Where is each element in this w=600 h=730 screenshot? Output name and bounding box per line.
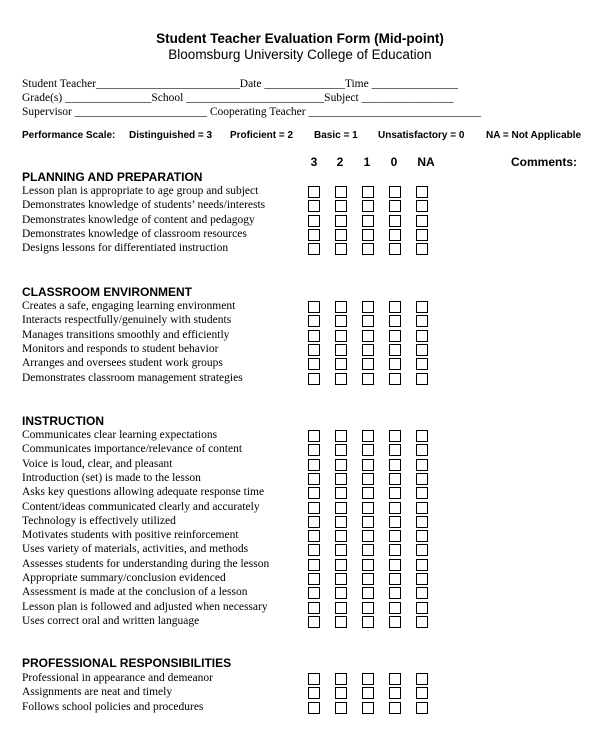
criterion-label: Designs lessons for differentiated instruction bbox=[22, 242, 229, 255]
rating-checkbox-3[interactable] bbox=[308, 602, 320, 614]
rating-checkbox-2[interactable] bbox=[335, 502, 347, 514]
rating-checkbox-0[interactable] bbox=[389, 444, 401, 456]
criterion-label: Demonstrates knowledge of content and pedagogy bbox=[22, 213, 255, 226]
rating-checkbox-0[interactable] bbox=[389, 544, 401, 556]
rating-checkbox-na[interactable] bbox=[416, 602, 428, 614]
rating-checkbox-3[interactable] bbox=[308, 459, 320, 471]
rating-checkbox-2[interactable] bbox=[335, 544, 347, 556]
rating-checkbox-2[interactable] bbox=[335, 301, 347, 313]
form-title: Student Teacher Evaluation Form (Mid-point) bbox=[156, 31, 444, 46]
rating-checkbox-0[interactable] bbox=[389, 315, 401, 327]
rating-checkbox-2[interactable] bbox=[335, 373, 347, 385]
criterion-label: Interacts respectfully/genuinely with students bbox=[22, 314, 232, 327]
criterion-label: Communicates clear learning expectations bbox=[22, 429, 218, 441]
rating-checkbox-2[interactable] bbox=[335, 673, 347, 685]
rating-checkbox-1[interactable] bbox=[362, 459, 374, 471]
rating-checkbox-na[interactable] bbox=[416, 616, 428, 628]
rating-checkbox-na[interactable] bbox=[416, 473, 428, 485]
rating-checkbox-2[interactable] bbox=[335, 487, 347, 499]
rating-checkbox-na[interactable] bbox=[416, 344, 428, 356]
rating-checkbox-0[interactable] bbox=[389, 344, 401, 356]
rating-checkbox-na[interactable] bbox=[416, 315, 428, 327]
rating-checkbox-na[interactable] bbox=[416, 459, 428, 471]
section-heading: PLANNING AND PREPARATION bbox=[22, 170, 203, 184]
rating-checkbox-0[interactable] bbox=[389, 559, 401, 571]
rating-checkbox-2[interactable] bbox=[335, 444, 347, 456]
criterion-label: Uses correct oral and written language bbox=[22, 614, 200, 627]
rating-checkbox-1[interactable] bbox=[362, 616, 374, 628]
criterion-label: Introduction (set) is made to the lesson bbox=[22, 471, 201, 484]
rating-checkbox-3[interactable] bbox=[308, 687, 320, 699]
rating-checkbox-0[interactable] bbox=[389, 200, 401, 212]
criterion-label: Voice is loud, clear, and pleasant bbox=[22, 457, 173, 470]
rating-checkbox-0[interactable] bbox=[389, 573, 401, 585]
rating-checkbox-na[interactable] bbox=[416, 358, 428, 370]
rating-checkbox-2[interactable] bbox=[335, 243, 347, 255]
rating-checkbox-na[interactable] bbox=[416, 559, 428, 571]
criterion-label: Technology is effectively utilized bbox=[22, 514, 176, 527]
rating-checkbox-na[interactable] bbox=[416, 301, 428, 313]
rating-checkbox-na[interactable] bbox=[416, 673, 428, 685]
criterion-label: Asks key questions allowing adequate response time bbox=[22, 486, 265, 499]
rating-checkbox-0[interactable] bbox=[389, 516, 401, 528]
criterion-label: Creates a safe, engaging learning environment bbox=[22, 300, 236, 312]
rating-checkbox-1[interactable] bbox=[362, 229, 374, 241]
rating-checkbox-2[interactable] bbox=[335, 315, 347, 327]
rating-checkbox-1[interactable] bbox=[362, 487, 374, 499]
rating-checkbox-0[interactable] bbox=[389, 301, 401, 313]
rating-checkbox-2[interactable] bbox=[335, 530, 347, 542]
rating-checkbox-1[interactable] bbox=[362, 559, 374, 571]
rating-checkbox-na[interactable] bbox=[416, 215, 428, 227]
scale-distinguished: Distinguished = 3 bbox=[129, 130, 213, 141]
rating-checkbox-1[interactable] bbox=[362, 200, 374, 212]
rating-checkbox-2[interactable] bbox=[335, 344, 347, 356]
criterion-label: Professional in appearance and demeanor bbox=[22, 672, 213, 684]
column-header-2: 2 bbox=[336, 155, 344, 169]
criterion-label: Lesson plan is followed and adjusted when necessary bbox=[22, 600, 268, 613]
rating-checkbox-1[interactable] bbox=[362, 687, 374, 699]
rating-checkbox-3[interactable] bbox=[308, 315, 320, 327]
supervisor-cooperating-teacher-line[interactable]: Supervisor _______________________ Cooperating Teacher ______________________________ bbox=[22, 106, 481, 118]
rating-checkbox-3[interactable] bbox=[308, 301, 320, 313]
rating-checkbox-0[interactable] bbox=[389, 616, 401, 628]
rating-checkbox-1[interactable] bbox=[362, 186, 374, 198]
rating-checkbox-2[interactable] bbox=[335, 587, 347, 599]
criterion-label: Arranges and oversees student work groups bbox=[22, 357, 223, 370]
rating-checkbox-1[interactable] bbox=[362, 330, 374, 342]
rating-checkbox-2[interactable] bbox=[335, 602, 347, 614]
rating-checkbox-0[interactable] bbox=[389, 459, 401, 471]
rating-checkbox-na[interactable] bbox=[416, 229, 428, 241]
rating-checkbox-1[interactable] bbox=[362, 530, 374, 542]
rating-checkbox-3[interactable] bbox=[308, 502, 320, 514]
criterion-label: Demonstrates knowledge of classroom resources bbox=[22, 227, 247, 240]
rating-checkbox-1[interactable] bbox=[362, 344, 374, 356]
rating-checkbox-3[interactable] bbox=[308, 616, 320, 628]
rating-checkbox-0[interactable] bbox=[389, 330, 401, 342]
rating-checkbox-na[interactable] bbox=[416, 687, 428, 699]
rating-checkbox-2[interactable] bbox=[335, 459, 347, 471]
rating-checkbox-na[interactable] bbox=[416, 487, 428, 499]
rating-checkbox-1[interactable] bbox=[362, 516, 374, 528]
rating-checkbox-2[interactable] bbox=[335, 430, 347, 442]
rating-checkbox-na[interactable] bbox=[416, 444, 428, 456]
rating-checkbox-na[interactable] bbox=[416, 330, 428, 342]
scale-not-applicable: NA = Not Applicable bbox=[486, 130, 582, 141]
comments-label: Comments: bbox=[511, 155, 578, 169]
rating-checkbox-na[interactable] bbox=[416, 430, 428, 442]
criterion-label: Communicates importance/relevance of content bbox=[22, 443, 243, 456]
rating-checkbox-3[interactable] bbox=[308, 544, 320, 556]
rating-checkbox-1[interactable] bbox=[362, 358, 374, 370]
rating-checkbox-na[interactable] bbox=[416, 516, 428, 528]
rating-checkbox-0[interactable] bbox=[389, 702, 401, 714]
student-teacher-date-time-line[interactable]: Student Teacher_________________________Date ______________Time _______________ bbox=[22, 78, 458, 90]
rating-checkbox-3[interactable] bbox=[308, 330, 320, 342]
rating-checkbox-2[interactable] bbox=[335, 702, 347, 714]
rating-checkbox-1[interactable] bbox=[362, 702, 374, 714]
criterion-label: Assignments are neat and timely bbox=[22, 686, 173, 699]
scale-proficient: Proficient = 2 bbox=[230, 130, 294, 141]
rating-checkbox-2[interactable] bbox=[335, 473, 347, 485]
section-heading: CLASSROOM ENVIRONMENT bbox=[22, 285, 193, 299]
rating-checkbox-3[interactable] bbox=[308, 229, 320, 241]
rating-checkbox-3[interactable] bbox=[308, 516, 320, 528]
rating-checkbox-0[interactable] bbox=[389, 587, 401, 599]
rating-checkbox-1[interactable] bbox=[362, 444, 374, 456]
rating-checkbox-1[interactable] bbox=[362, 373, 374, 385]
rating-checkbox-3[interactable] bbox=[308, 587, 320, 599]
criterion-label: Assessment is made at the conclusion of a lesson bbox=[22, 586, 248, 599]
grade-school-subject-line[interactable]: Grade(s) _______________School ________________________Subject ________________ bbox=[22, 92, 454, 104]
form-subtitle: Bloomsburg University College of Education bbox=[168, 47, 432, 62]
rating-checkbox-0[interactable] bbox=[389, 487, 401, 499]
rating-checkbox-3[interactable] bbox=[308, 186, 320, 198]
rating-checkbox-1[interactable] bbox=[362, 215, 374, 227]
rating-checkbox-3[interactable] bbox=[308, 473, 320, 485]
criterion-label: Appropriate summary/conclusion evidenced bbox=[22, 572, 226, 584]
rating-checkbox-0[interactable] bbox=[389, 473, 401, 485]
rating-checkbox-0[interactable] bbox=[389, 530, 401, 542]
rating-checkbox-3[interactable] bbox=[308, 487, 320, 499]
rating-checkbox-1[interactable] bbox=[362, 315, 374, 327]
rating-checkbox-0[interactable] bbox=[389, 373, 401, 385]
scale-unsatisfactory: Unsatisfactory = 0 bbox=[378, 130, 465, 141]
rating-checkbox-2[interactable] bbox=[335, 229, 347, 241]
rating-checkbox-0[interactable] bbox=[389, 243, 401, 255]
rating-checkbox-na[interactable] bbox=[416, 243, 428, 255]
rating-checkbox-3[interactable] bbox=[308, 673, 320, 685]
rating-checkbox-na[interactable] bbox=[416, 544, 428, 556]
criterion-label: Monitors and responds to student behavior bbox=[22, 342, 219, 355]
criterion-label: Uses variety of materials, activities, and methods bbox=[22, 543, 249, 556]
rating-checkbox-3[interactable] bbox=[308, 243, 320, 255]
criterion-label: Follows school policies and procedures bbox=[22, 700, 204, 713]
rating-checkbox-na[interactable] bbox=[416, 186, 428, 198]
rating-checkbox-3[interactable] bbox=[308, 373, 320, 385]
rating-checkbox-3[interactable] bbox=[308, 530, 320, 542]
rating-checkbox-1[interactable] bbox=[362, 673, 374, 685]
rating-checkbox-1[interactable] bbox=[362, 602, 374, 614]
rating-checkbox-3[interactable] bbox=[308, 559, 320, 571]
section-heading: INSTRUCTION bbox=[22, 414, 104, 428]
rating-checkbox-2[interactable] bbox=[335, 358, 347, 370]
section-heading: PROFESSIONAL RESPONSIBILITIES bbox=[22, 656, 232, 670]
criterion-label: Motivates students with positive reinforcement bbox=[22, 529, 239, 542]
rating-checkbox-1[interactable] bbox=[362, 430, 374, 442]
rating-checkbox-1[interactable] bbox=[362, 573, 374, 585]
criterion-label: Lesson plan is appropriate to age group and subject bbox=[22, 185, 259, 197]
rating-checkbox-0[interactable] bbox=[389, 229, 401, 241]
scale-basic: Basic = 1 bbox=[314, 130, 358, 141]
rating-checkbox-2[interactable] bbox=[335, 215, 347, 227]
rating-checkbox-na[interactable] bbox=[416, 530, 428, 542]
rating-checkbox-3[interactable] bbox=[308, 430, 320, 442]
rating-checkbox-na[interactable] bbox=[416, 573, 428, 585]
column-header-0: 0 bbox=[390, 155, 398, 169]
rating-checkbox-1[interactable] bbox=[362, 544, 374, 556]
column-header-3: 3 bbox=[310, 155, 318, 169]
criterion-label: Demonstrates classroom management strategies bbox=[22, 371, 243, 384]
rating-checkbox-1[interactable] bbox=[362, 587, 374, 599]
rating-checkbox-3[interactable] bbox=[308, 200, 320, 212]
rating-checkbox-2[interactable] bbox=[335, 687, 347, 699]
rating-checkbox-0[interactable] bbox=[389, 186, 401, 198]
rating-checkbox-0[interactable] bbox=[389, 215, 401, 227]
column-header-na: NA bbox=[417, 155, 435, 169]
criterion-label: Content/ideas communicated clearly and accurately bbox=[22, 500, 260, 513]
rating-checkbox-1[interactable] bbox=[362, 301, 374, 313]
rating-checkbox-na[interactable] bbox=[416, 502, 428, 514]
rating-checkbox-1[interactable] bbox=[362, 243, 374, 255]
rating-checkbox-na[interactable] bbox=[416, 200, 428, 212]
rating-checkbox-2[interactable] bbox=[335, 186, 347, 198]
criterion-label: Demonstrates knowledge of students’ needs/interests bbox=[22, 199, 266, 212]
rating-checkbox-3[interactable] bbox=[308, 573, 320, 585]
rating-checkbox-2[interactable] bbox=[335, 616, 347, 628]
rating-checkbox-3[interactable] bbox=[308, 444, 320, 456]
rating-checkbox-2[interactable] bbox=[335, 559, 347, 571]
rating-checkbox-0[interactable] bbox=[389, 602, 401, 614]
rating-checkbox-2[interactable] bbox=[335, 516, 347, 528]
rating-checkbox-0[interactable] bbox=[389, 430, 401, 442]
performance-scale-label: Performance Scale: bbox=[22, 130, 116, 141]
rating-checkbox-0[interactable] bbox=[389, 687, 401, 699]
rating-checkbox-1[interactable] bbox=[362, 502, 374, 514]
rating-checkbox-3[interactable] bbox=[308, 358, 320, 370]
rating-checkbox-na[interactable] bbox=[416, 373, 428, 385]
rating-checkbox-3[interactable] bbox=[308, 215, 320, 227]
rating-checkbox-2[interactable] bbox=[335, 330, 347, 342]
rating-checkbox-2[interactable] bbox=[335, 200, 347, 212]
criterion-label: Manages transitions smoothly and efficiently bbox=[22, 328, 230, 341]
rating-checkbox-na[interactable] bbox=[416, 587, 428, 599]
criterion-label: Assesses students for understanding during the lesson bbox=[22, 557, 270, 570]
rating-checkbox-na[interactable] bbox=[416, 702, 428, 714]
rating-checkbox-0[interactable] bbox=[389, 673, 401, 685]
rating-checkbox-0[interactable] bbox=[389, 502, 401, 514]
rating-checkbox-3[interactable] bbox=[308, 344, 320, 356]
column-header-1: 1 bbox=[363, 155, 371, 169]
rating-checkbox-1[interactable] bbox=[362, 473, 374, 485]
rating-checkbox-2[interactable] bbox=[335, 573, 347, 585]
rating-checkbox-0[interactable] bbox=[389, 358, 401, 370]
rating-checkbox-3[interactable] bbox=[308, 702, 320, 714]
